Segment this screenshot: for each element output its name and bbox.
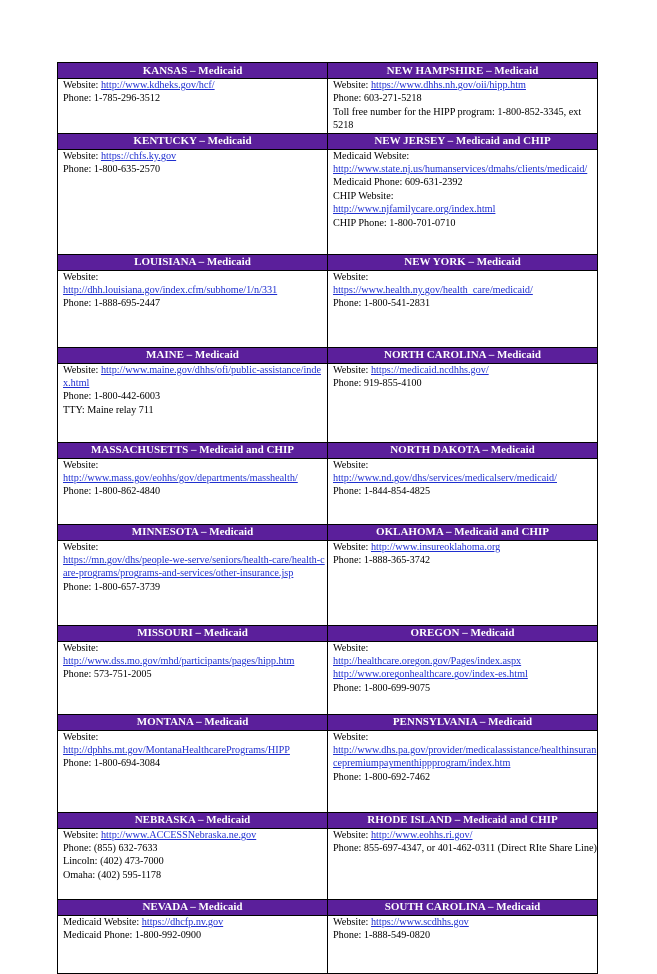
- website-link[interactable]: http://www.state.nj.us/humanservices/dmahs/clients/medicaid/: [333, 164, 588, 176]
- website-link[interactable]: https://www.scdhhs.gov: [370, 916, 469, 928]
- state-program-heading: NEBRASKA – Medicaid: [58, 812, 328, 828]
- contact-label: Website:: [63, 731, 99, 743]
- state-program-heading: NORTH DAKOTA – Medicaid: [328, 442, 598, 458]
- contact-label: Phone: 1-800-635-2570: [63, 164, 161, 176]
- website-line: [333, 79, 597, 92]
- state-contact-cell: [328, 79, 598, 134]
- contact-label: Website:: [63, 541, 99, 553]
- contact-label: Website:: [333, 642, 369, 654]
- state-contact-row: [58, 270, 598, 347]
- state-program-heading: NORTH CAROLINA – Medicaid: [328, 347, 598, 363]
- website-line: [63, 829, 327, 842]
- contact-label: Phone: 603-271-5218: [333, 93, 422, 105]
- state-program-heading: PENNSYLVANIA – Medicaid: [328, 714, 598, 730]
- contact-line: [63, 390, 327, 403]
- contact-line: [63, 581, 327, 594]
- website-line: [333, 364, 597, 377]
- contact-label: Medicaid Website:: [63, 916, 142, 928]
- website-line: [63, 284, 327, 297]
- website-link[interactable]: https://www.dhhs.nh.gov/oii/hipp.htm: [370, 80, 526, 91]
- contact-label: Website:: [333, 459, 369, 471]
- website-link[interactable]: http://www.nd.gov/dhs/services/medicalserv/medicaid/: [333, 473, 557, 485]
- website-link[interactable]: http://www.eohhs.ri.gov/: [370, 829, 473, 841]
- contact-label: Website:: [333, 364, 371, 376]
- contact-label: Website:: [63, 150, 101, 162]
- contact-line: [63, 297, 327, 310]
- state-contact-row: [58, 458, 598, 524]
- state-contact-row: [58, 730, 598, 812]
- state-header-row: [58, 625, 598, 641]
- contact-line: [63, 459, 327, 472]
- contact-line: [63, 929, 327, 942]
- contact-line: [333, 682, 597, 695]
- state-program-heading: SOUTH CAROLINA – Medicaid: [328, 899, 598, 915]
- state-contact-cell: [58, 915, 328, 973]
- state-program-heading: KANSAS – Medicaid: [58, 63, 328, 79]
- contact-line: [333, 297, 597, 310]
- website-link[interactable]: http://www.njfamilycare.org/index.html: [333, 204, 496, 216]
- contact-label: Website:: [333, 541, 371, 553]
- contact-label: Website:: [333, 731, 369, 743]
- state-contact-row: [58, 79, 598, 134]
- state-contact-row: [58, 915, 598, 973]
- contact-label: Website:: [63, 80, 101, 91]
- website-line: [63, 364, 327, 391]
- website-link[interactable]: http://www.kdheks.gov/hcf/: [100, 80, 215, 91]
- state-contact-cell: [328, 730, 598, 812]
- state-contact-cell: [58, 79, 328, 134]
- state-contact-cell: [58, 641, 328, 714]
- website-line: [333, 916, 597, 929]
- contact-label: Website:: [63, 364, 101, 376]
- contact-line: [63, 842, 327, 855]
- state-program-heading: NEVADA – Medicaid: [58, 899, 328, 915]
- state-contact-cell: [328, 458, 598, 524]
- state-contact-row: [58, 828, 598, 899]
- state-contact-cell: [58, 458, 328, 524]
- website-link[interactable]: http://www.dss.mo.gov/mhd/participants/pages/hipp.htm: [63, 656, 295, 668]
- website-link[interactable]: http://www.dhs.pa.gov/provider/medicalassistance/healthinsurancepremiumpaymenthippprogram/index.htm: [333, 745, 597, 770]
- website-line: [63, 472, 327, 485]
- website-line: [333, 668, 597, 681]
- state-program-heading: MASSACHUSETTS – Medicaid and CHIP: [58, 442, 328, 458]
- contact-label: Website:: [63, 642, 99, 654]
- contact-label: Medicaid Website:: [333, 150, 410, 162]
- website-link[interactable]: http://www.ACCESSNebraska.ne.gov: [100, 829, 257, 841]
- state-header-row: [58, 899, 598, 915]
- contact-label: Phone: 1-888-365-3742: [333, 555, 431, 567]
- website-link[interactable]: https://mn.gov/dhs/people-we-serve/seniors/health-care/health-care-programs/programs-and-services/other-insurance.jsp: [63, 555, 325, 580]
- contact-label: CHIP Phone: 1-800-701-0710: [333, 217, 456, 229]
- contact-label: Medicaid Phone: 609-631-2392: [333, 177, 463, 189]
- website-link[interactable]: http://healthcare.oregon.gov/Pages/index.aspx: [333, 656, 522, 668]
- contact-line: [333, 731, 597, 744]
- state-header-row: [58, 254, 598, 270]
- state-program-heading: MAINE – Medicaid: [58, 347, 328, 363]
- contact-label: Website:: [333, 829, 371, 841]
- state-program-heading: LOUISIANA – Medicaid: [58, 254, 328, 270]
- state-program-heading: MONTANA – Medicaid: [58, 714, 328, 730]
- contact-line: [333, 459, 597, 472]
- contact-line: [333, 150, 597, 163]
- website-line: [333, 163, 597, 176]
- contact-label: Website:: [333, 271, 369, 283]
- contact-line: [333, 176, 597, 189]
- contact-line: [333, 92, 597, 105]
- state-program-heading: NEW YORK – Medicaid: [328, 254, 598, 270]
- medicaid-state-contacts: [57, 62, 598, 974]
- contact-line: [63, 731, 327, 744]
- website-line: [333, 203, 597, 216]
- state-contacts-table: [57, 62, 598, 974]
- contact-label: Phone: 1-844-854-4825: [333, 486, 431, 498]
- state-contact-cell: [328, 915, 598, 973]
- contact-label: Phone: 1-800-657-3739: [63, 581, 161, 593]
- contact-line: [63, 642, 327, 655]
- contact-label: CHIP Website:: [333, 190, 394, 202]
- website-link[interactable]: https://medicaid.ncdhhs.gov/: [370, 364, 489, 376]
- contact-line: [63, 869, 327, 882]
- contact-line: [333, 842, 597, 855]
- contact-line: [333, 485, 597, 498]
- contact-line: [63, 92, 327, 105]
- state-header-row: [58, 714, 598, 730]
- contact-line: [333, 377, 597, 390]
- contact-label: Medicaid Phone: 1-800-992-0900: [63, 930, 202, 942]
- contact-line: [333, 271, 597, 284]
- state-program-heading: MINNESOTA – Medicaid: [58, 524, 328, 540]
- contact-line: [63, 271, 327, 284]
- state-contact-cell: [328, 540, 598, 625]
- contact-label: Phone: 1-800-694-3084: [63, 758, 161, 770]
- state-contact-row: [58, 149, 598, 254]
- contact-line: [333, 929, 597, 942]
- website-link[interactable]: https://www.health.ny.gov/health_care/medicaid/: [333, 285, 533, 297]
- state-header-row: [58, 812, 598, 828]
- website-link[interactable]: http://dhh.louisiana.gov/index.cfm/subhome/1/n/331: [63, 285, 278, 297]
- contact-line: [63, 485, 327, 498]
- contact-label: Website:: [333, 80, 371, 91]
- state-contact-cell: [328, 270, 598, 347]
- website-line: [333, 744, 597, 771]
- website-line: [63, 744, 327, 757]
- contact-line: [63, 855, 327, 868]
- website-line: [333, 655, 597, 668]
- state-contact-row: [58, 540, 598, 625]
- state-contact-cell: [328, 828, 598, 899]
- state-contact-cell: [328, 149, 598, 254]
- contact-label: Phone: 1-888-549-0820: [333, 930, 431, 942]
- contact-line: [63, 757, 327, 770]
- state-contact-cell: [58, 828, 328, 899]
- contact-label: Website:: [63, 271, 99, 283]
- contact-label: Phone: (855) 632-7633: [63, 843, 158, 855]
- state-program-heading: RHODE ISLAND – Medicaid and CHIP: [328, 812, 598, 828]
- state-contacts-body: [58, 63, 598, 974]
- contact-label: Phone: 1-800-699-9075: [333, 682, 431, 694]
- state-contact-cell: [58, 540, 328, 625]
- state-program-heading: KENTUCKY – Medicaid: [58, 133, 328, 149]
- website-line: [333, 541, 597, 554]
- state-program-heading: NEW JERSEY – Medicaid and CHIP: [328, 133, 598, 149]
- state-contact-cell: [58, 270, 328, 347]
- state-contact-cell: [328, 641, 598, 714]
- website-line: [63, 150, 327, 163]
- contact-label: Website:: [63, 829, 101, 841]
- contact-label: Phone: 1-785-296-3512: [63, 93, 161, 105]
- website-link[interactable]: https://dhcfp.nv.gov: [141, 916, 224, 928]
- contact-line: [333, 217, 597, 230]
- contact-label: TTY: Maine relay 711: [63, 404, 154, 416]
- state-header-row: [58, 133, 598, 149]
- state-contact-row: [58, 363, 598, 442]
- contact-line: [63, 404, 327, 417]
- contact-label: Phone: 1-888-695-2447: [63, 298, 161, 310]
- state-contact-row: [58, 641, 598, 714]
- state-contact-cell: [58, 730, 328, 812]
- website-link[interactable]: http://www.insureoklahoma.org: [370, 541, 501, 553]
- contact-label: Phone: 1-800-442-6003: [63, 391, 161, 403]
- contact-line: [333, 642, 597, 655]
- state-contact-cell: [58, 149, 328, 254]
- contact-line: [63, 541, 327, 554]
- state-program-heading: MISSOURI – Medicaid: [58, 625, 328, 641]
- website-line: [333, 472, 597, 485]
- contact-label: Phone: 1-800-862-4840: [63, 486, 161, 498]
- website-line: [63, 916, 327, 929]
- contact-label: Phone: 1-800-692-7462: [333, 771, 431, 783]
- state-header-row: [58, 347, 598, 363]
- contact-line: [333, 554, 597, 567]
- website-link[interactable]: http://dphhs.mt.gov/MontanaHealthcarePrograms/HIPP: [63, 745, 290, 757]
- contact-label: Omaha: (402) 595-1178: [63, 869, 162, 881]
- contact-label: Website:: [333, 916, 371, 928]
- contact-label: Toll free number for the HIPP program: 1-800-852-3345, ext 5218: [333, 106, 582, 132]
- website-link[interactable]: http://www.maine.gov/dhhs/ofi/public-assistance/index.html: [63, 364, 321, 390]
- contact-line: [63, 163, 327, 176]
- website-line: [63, 655, 327, 668]
- website-line: [333, 284, 597, 297]
- state-contact-cell: [328, 363, 598, 442]
- state-header-row: [58, 63, 598, 79]
- website-link[interactable]: http://www.mass.gov/eohhs/gov/departments/masshealth/: [63, 473, 298, 485]
- contact-label: Phone: 855-697-4347, or 401-462-0311 (Direct RIte Share Line): [333, 843, 597, 855]
- contact-label: Phone: 573-751-2005: [63, 669, 152, 681]
- state-contact-cell: [58, 363, 328, 442]
- website-link[interactable]: https://chfs.ky.gov: [100, 150, 177, 162]
- state-header-row: [58, 442, 598, 458]
- contact-line: [63, 668, 327, 681]
- contact-label: Lincoln: (402) 473-7000: [63, 856, 164, 868]
- contact-line: [333, 106, 597, 133]
- contact-label: Phone: 1-800-541-2831: [333, 298, 431, 310]
- website-link[interactable]: http://www.oregonhealthcare.gov/index-es.html: [333, 669, 528, 681]
- website-line: [333, 829, 597, 842]
- state-header-row: [58, 524, 598, 540]
- state-program-heading: OKLAHOMA – Medicaid and CHIP: [328, 524, 598, 540]
- contact-label: Phone: 919-855-4100: [333, 378, 422, 390]
- contact-line: [333, 190, 597, 203]
- contact-line: [333, 771, 597, 784]
- state-program-heading: OREGON – Medicaid: [328, 625, 598, 641]
- website-line: [63, 79, 327, 92]
- state-program-heading: NEW HAMPSHIRE – Medicaid: [328, 63, 598, 79]
- website-line: [63, 554, 327, 581]
- contact-label: Website:: [63, 459, 99, 471]
